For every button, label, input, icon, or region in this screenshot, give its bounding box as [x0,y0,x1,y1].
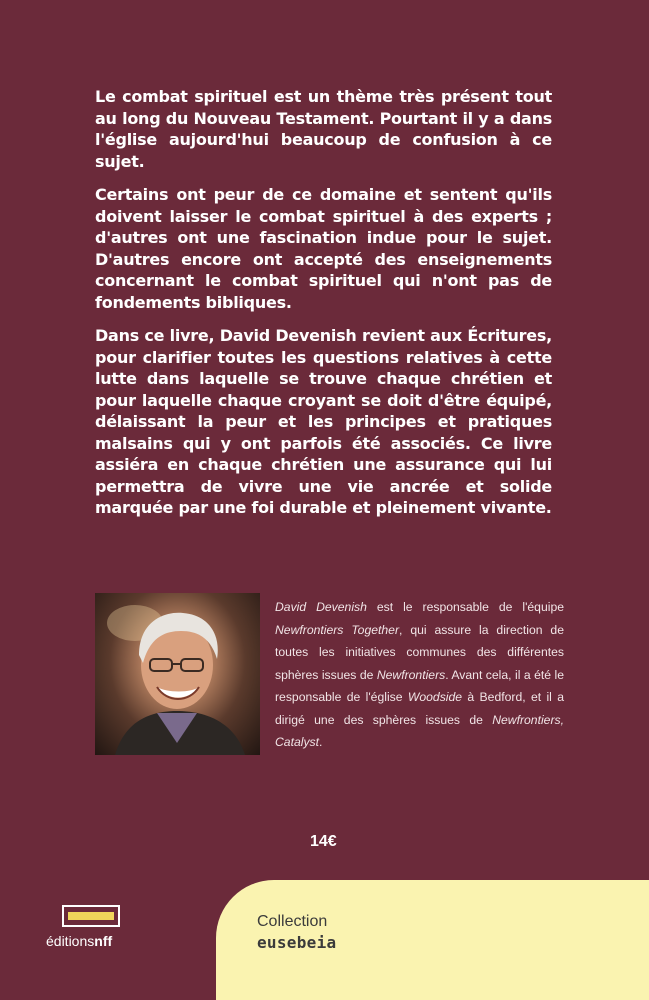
bio-org-1: Newfrontiers Together [275,622,399,637]
blurb-paragraph-1: Le combat spirituel est un thème très présent tout au long du Nouveau Testament. Pourtant il y a dans l'église aujourd'hui beaucoup de confusion à ce sujet. [95,87,552,171]
author-photo [95,593,260,755]
blurb-paragraph-2: Certains ont peur de ce domaine et sentent qu'ils doivent laisser le combat spirituel à des experts ; d'autres ont une fascination indue pour le sujet. D'autres encore ont accepté des enseignements concernant le combat spirituel qui n'ont pas de fondements bibliques. [95,185,552,312]
back-cover-blurb [95,86,552,531]
bio-org-2: Newfrontiers [376,667,446,682]
blurb-paragraph-3: Dans ce livre, David Devenish revient aux Écritures, pour clarifier toutes les questions relatives à cette lutte dans laquelle se trouve chaque chrétien et pour laquelle chaque croyant se doit d'être équipé, délaissant la peur et les principes et pratiques malsains qui y ont parfois été associés. Ce livre assiéra en chaque chrétien une assurance qui lui permettra de vivre une vie ancrée et solide marquée par une foi durable et pleinement vivante. [95,326,552,517]
publisher-prefix: éditions [46,933,95,949]
publisher-logo-text [46,933,112,949]
bio-church: Woodside [407,690,463,704]
bio-text-3: . Avant cela, il a été le responsable de l'église [275,667,564,704]
publisher-brand: nff [94,933,113,949]
author-name: David Devenish [275,600,367,614]
collection-label: Collection [257,913,328,930]
collection-name: eusebeia [257,933,337,952]
bio-text-1: est le responsable de l'équipe [366,600,564,614]
bio-text-5: . [319,735,323,749]
author-bio [275,596,564,754]
price-label: 14€ [310,833,337,850]
bio-text-2: , qui assure la direction de toutes les initiatives communes des différentes sphères issues de [275,622,564,682]
bio-org-3: Newfrontiers, Catalyst [275,712,564,749]
bio-text-4: à Bedford, et il a dirigé une des sphères issues de [275,690,565,727]
publisher-logo-icon [62,905,120,927]
